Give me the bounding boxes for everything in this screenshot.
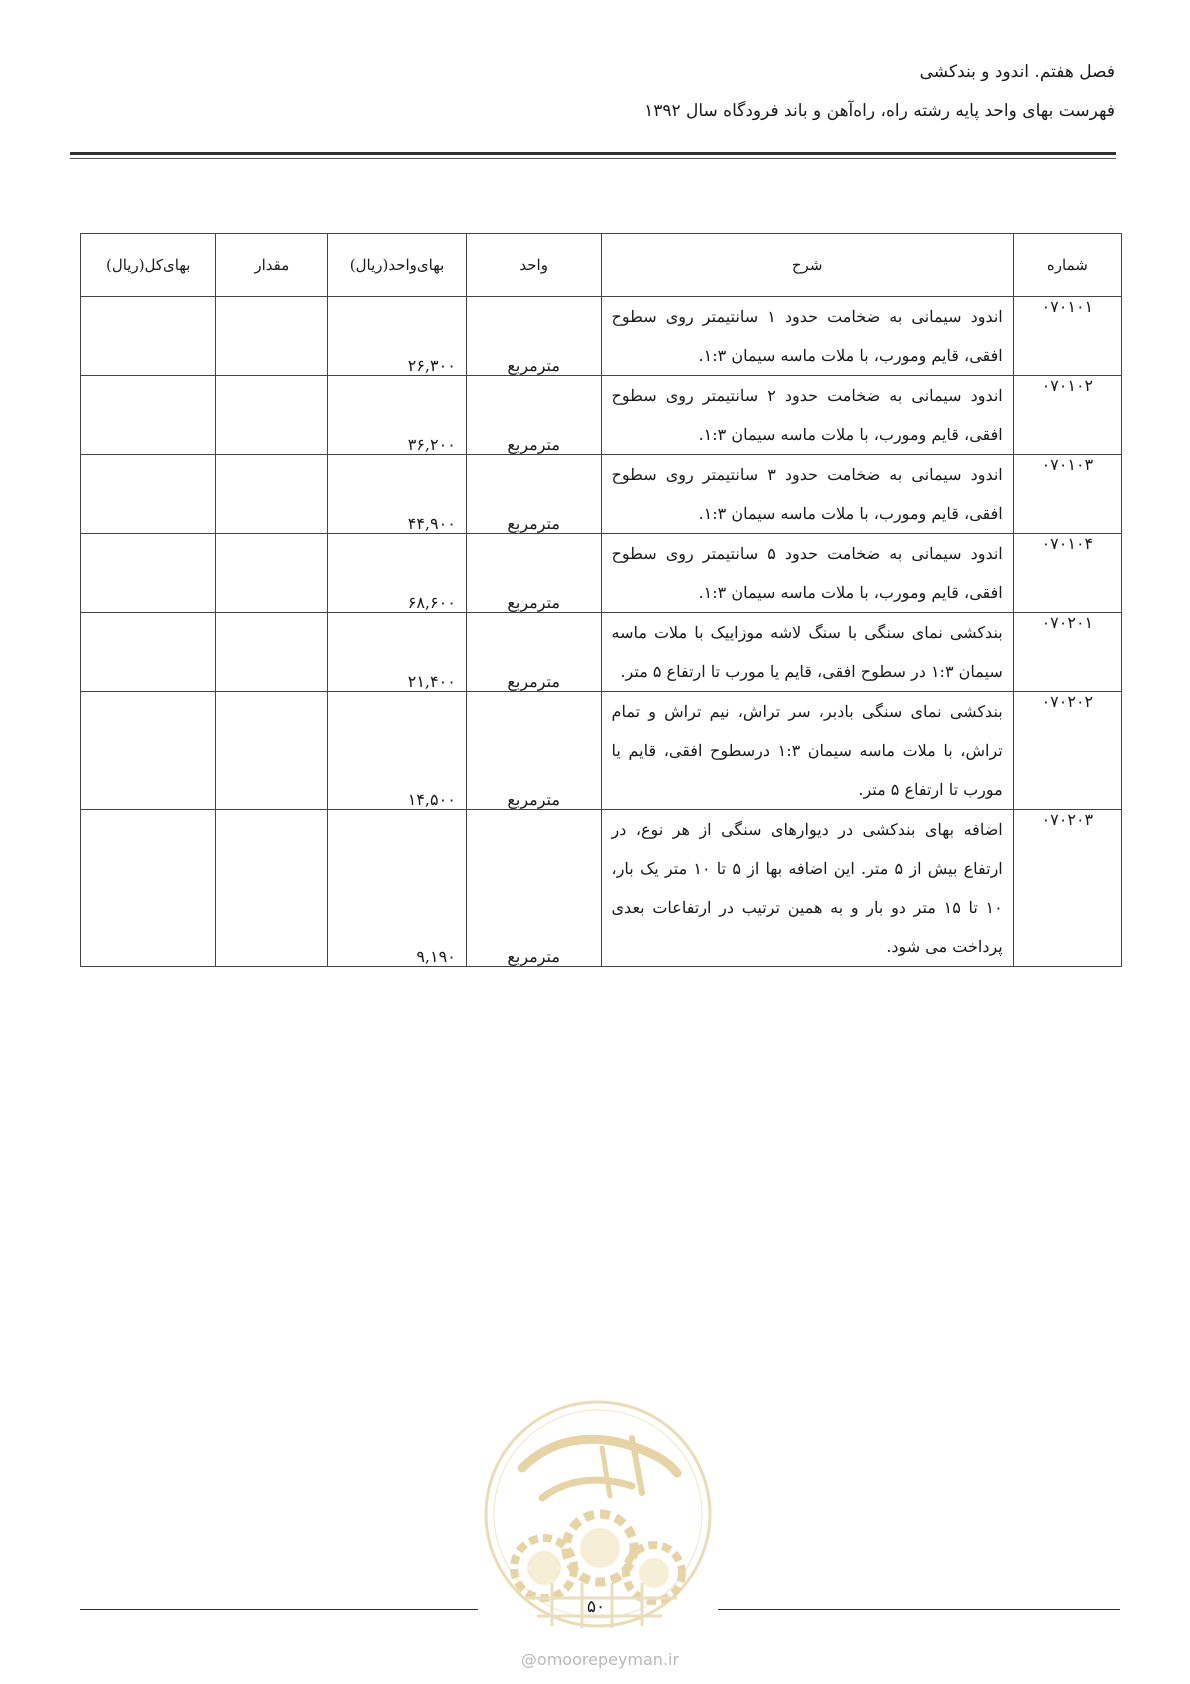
item-unit-price: ۶۸,۶۰۰: [328, 534, 467, 613]
item-description: اضافه بهای بندکشی در دیوارهای سنگی از هر نوع، در ارتفاع بیش از ۵ متر. این اضافه بها از ۵ تا ۱۰ متر یک بار، ۱۰ تا ۱۵ متر دو بار و به همین ترتیب در ارتفاعات بعدی پرداخت می شود.: [601, 810, 1013, 967]
item-unit-price: ۳۶,۲۰۰: [328, 376, 467, 455]
item-unit: مترمربع: [466, 297, 601, 376]
column-header-quantity: مقدار: [216, 234, 328, 297]
item-quantity: [216, 455, 328, 534]
item-description: اندود سیمانی به ضخامت حدود ۵ سانتیمتر روی سطوح افقی، قایم ومورب، با ملات ماسه سیمان ۱:۳.: [601, 534, 1013, 613]
table-row: [81, 297, 1122, 376]
item-total-price: [81, 455, 216, 534]
item-quantity: [216, 613, 328, 692]
item-total-price: [81, 810, 216, 967]
item-unit: مترمربع: [466, 534, 601, 613]
table-row: [81, 534, 1122, 613]
item-unit-price: ۹,۱۹۰: [328, 810, 467, 967]
watermark-logo: [482, 1398, 714, 1630]
item-unit: مترمربع: [466, 810, 601, 967]
item-quantity: [216, 376, 328, 455]
item-unit: مترمربع: [466, 613, 601, 692]
item-number: ۰۷۰۲۰۳: [1013, 810, 1121, 967]
table-row: [81, 692, 1122, 810]
item-number: ۰۷۰۱۰۳: [1013, 455, 1121, 534]
item-total-price: [81, 613, 216, 692]
item-description: بندکشی نمای سنگی با سنگ لاشه موزاییک با ملات ماسه سیمان ۱:۳ در سطوح افقی، قایم یا مورب تا ارتفاع ۵ متر.: [601, 613, 1013, 692]
item-total-price: [81, 376, 216, 455]
item-description: اندود سیمانی به ضخامت حدود ۱ سانتیمتر روی سطوح افقی، قایم ومورب، با ملات ماسه سیمان ۱:۳.: [601, 297, 1013, 376]
chapter-heading: فصل هفتم. اندود و بندکشی: [919, 62, 1115, 82]
item-unit-price: ۲۱,۴۰۰: [328, 613, 467, 692]
item-unit: مترمربع: [466, 692, 601, 810]
item-number: ۰۷۰۲۰۲: [1013, 692, 1121, 810]
item-total-price: [81, 297, 216, 376]
item-description: اندود سیمانی به ضخامت حدود ۳ سانتیمتر روی سطوح افقی، قایم ومورب، با ملات ماسه سیمان ۱:۳.: [601, 455, 1013, 534]
item-quantity: [216, 810, 328, 967]
table-row: [81, 613, 1122, 692]
item-description: اندود سیمانی به ضخامت حدود ۲ سانتیمتر روی سطوح افقی، قایم ومورب، با ملات ماسه سیمان ۱:۳.: [601, 376, 1013, 455]
table-row: [81, 376, 1122, 455]
item-number: ۰۷۰۱۰۲: [1013, 376, 1121, 455]
watermark-site-text: @omoorepeyman.ir: [520, 1650, 680, 1669]
column-header-unit-price: بهای‌واحد(ریال): [328, 234, 467, 297]
column-header-total-price: بهای‌کل(ریال): [81, 234, 216, 297]
price-table: [80, 233, 1122, 967]
column-header-unit: واحد: [466, 234, 601, 297]
item-quantity: [216, 534, 328, 613]
item-unit-price: ۲۶,۳۰۰: [328, 297, 467, 376]
table-header-row: [81, 234, 1122, 297]
document-title: فهرست بهای واحد پایه رشته راه، راه‌آهن و باند فرودگاه سال ۱۳۹۲: [644, 101, 1115, 121]
item-description: بندکشی نمای سنگی بادبر، سر تراش، نیم تراش و تمام تراش، با ملات ماسه سیمان ۱:۳ درسطوح افقی، قایم یا مورب تا ارتفاع ۵ متر.: [601, 692, 1013, 810]
page-number: ۵۰: [586, 1597, 606, 1617]
item-number: ۰۷۰۱۰۴: [1013, 534, 1121, 613]
column-header-number: شماره: [1013, 234, 1121, 297]
footer-rule-left: [80, 1609, 478, 1610]
item-unit-price: ۱۴,۵۰۰: [328, 692, 467, 810]
item-unit: مترمربع: [466, 455, 601, 534]
item-number: ۰۷۰۲۰۱: [1013, 613, 1121, 692]
header-rule-thick: [70, 152, 1116, 155]
table-row: [81, 810, 1122, 967]
column-header-description: شرح: [601, 234, 1013, 297]
table-row: [81, 455, 1122, 534]
header-rule-thin: [70, 158, 1116, 159]
item-unit: مترمربع: [466, 376, 601, 455]
item-total-price: [81, 692, 216, 810]
item-quantity: [216, 692, 328, 810]
footer-rule-right: [718, 1609, 1120, 1610]
item-total-price: [81, 534, 216, 613]
item-quantity: [216, 297, 328, 376]
item-unit-price: ۴۴,۹۰۰: [328, 455, 467, 534]
item-number: ۰۷۰۱۰۱: [1013, 297, 1121, 376]
